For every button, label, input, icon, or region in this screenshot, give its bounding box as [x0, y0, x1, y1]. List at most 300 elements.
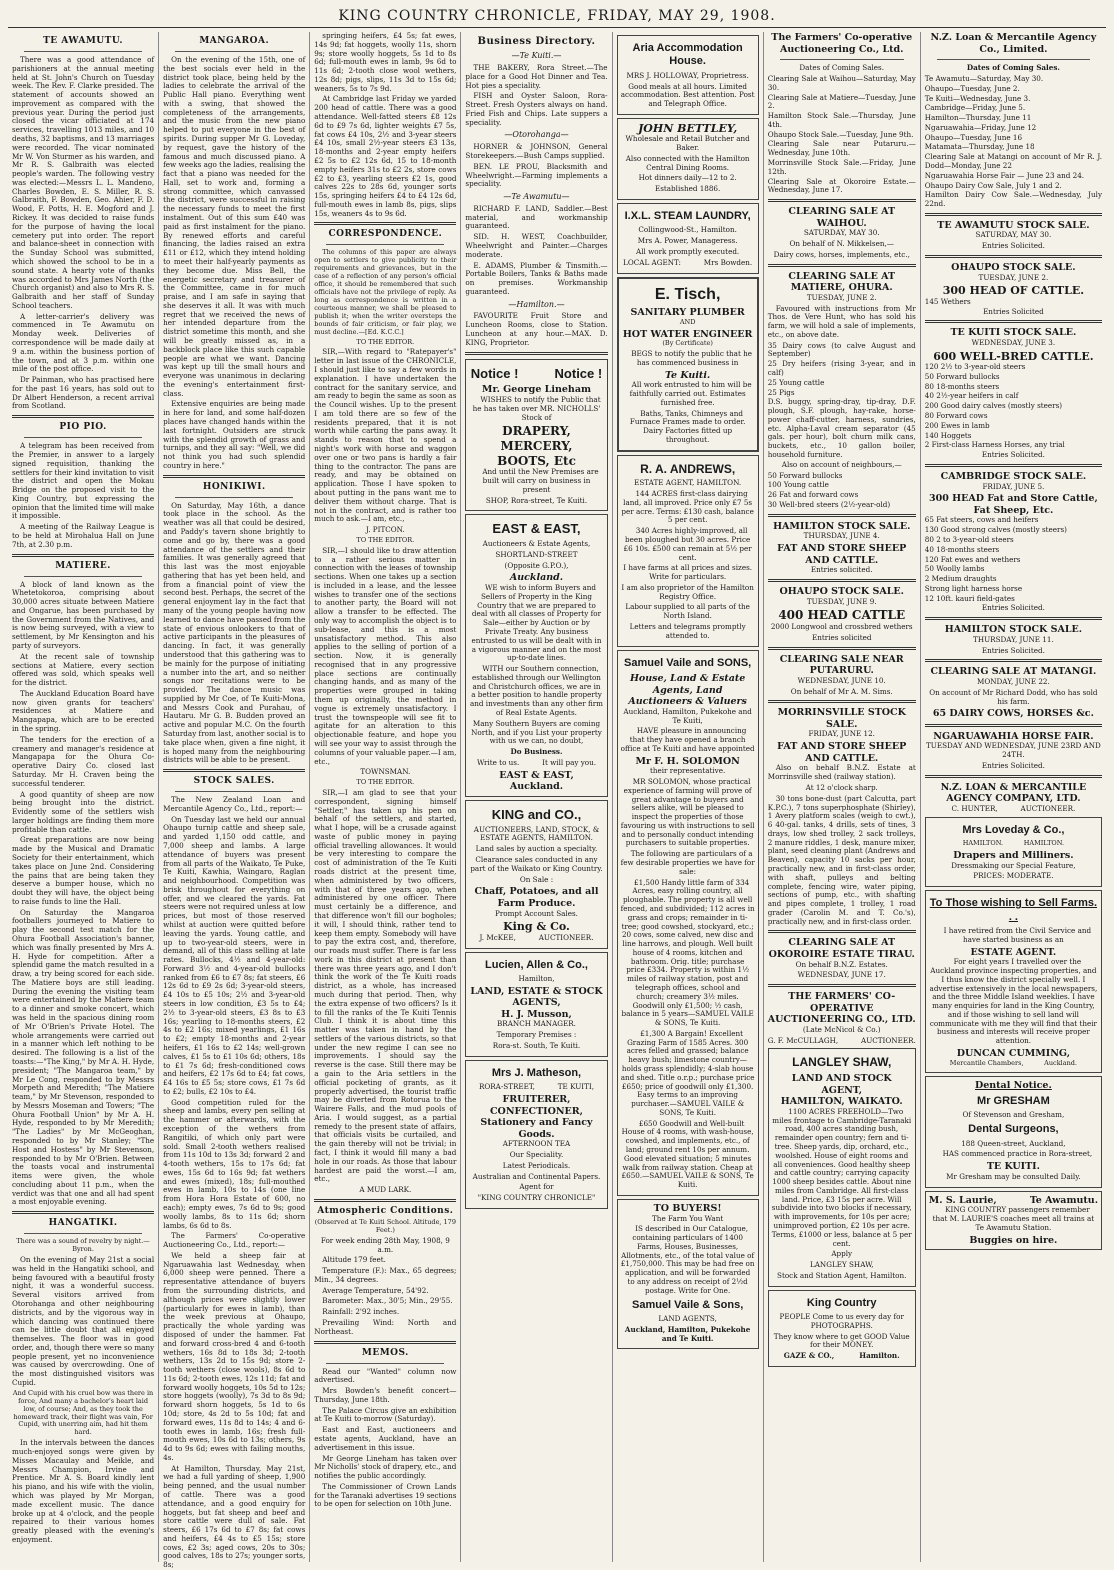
sale-item: 200 Good dairy calves (mostly steers)	[924, 401, 1063, 411]
lineham-advert	[465, 359, 607, 512]
ad-line: Stationery and Fancy Goods.	[480, 1117, 593, 1140]
memo-item: The Commissioner of Crown Lands for the Taranaki advertises 19 sections to be open for selection on 10th June.	[314, 1481, 457, 1509]
letter-signature: A MUD LARK.	[359, 1185, 412, 1195]
sale-item: 50 Woolly lambs	[924, 564, 985, 574]
weather-line: Altitude 179 feet.	[322, 1255, 386, 1265]
ad-text: IS described in Our Catalogue, containing particulars of 1400 Farms, Houses, Businesses, Allotments, etc., of the total value of £1,750,000. This may be had free on application, and will be forwarded to any address on receipt of 2½d postage. Write for One.	[620, 1224, 755, 1295]
ad-text: They know where to get GOOD Value for their MONEY.	[773, 1331, 910, 1350]
sale-date: Matamata—Thursday, June 18	[924, 142, 1035, 152]
ad-line: Chaff, Potatoes, and all Farm Produce.	[474, 886, 599, 909]
article-paragraph: On Saturday, May 16th, a dance took place in the school. As the weather was all that could be desired, and Paddy's tavern shone brightly to come and go by, there was a good attendance of the settlers and their families. It was generally agreed that this last was the most enjoyable gathering that has yet been held, and from a financial point of view the second best. Perhaps, the secret of the general enjoyment lay in the fact that many of the young people having now learned to dance have passed from the state of envious onlookers to that of active participants in the pleasures of dancing. In fact, it was generally understood that this gathering was to be mainly for the purpose of initiating a number into the art, and so neither songs nor recitations were to be provided. The dance music was supplied by Mr Coe, of Te Kuiti-Mona, and Messrs Cook and Purahau, of Hautaru. Mr G. B. Budden proved an active and popular M.C. On the fourth Saturday from last, another social is to take place when, given a fine night, it is hoped many from the neighbouring districts will be able to be present.	[163, 500, 306, 765]
ad-line: Mr GRESHAM	[977, 1095, 1050, 1108]
article-paragraph: A good quantity of sheep are now being brought into the district. Evidently some of the settlers wish larger holdings are finding them more profitable than cattle.	[12, 789, 155, 834]
ad-text: WITH our Southern connection, established through our Wellington and Christchurch offices, we are in a better position to handle property and investments than any other firm of Real Estate Agents.	[469, 664, 603, 717]
ad-line: FRUITERER, CONFECTIONER,	[490, 1093, 583, 1117]
sale-text: TUESDAY, JUNE 2.	[806, 292, 877, 302]
to-buyers-advert	[617, 1199, 759, 1349]
ad-text: £1,500 Handy little farm of 334 Acres, easy rolling country, all ploughable. The property is all well fenced, and subdivided; 112 acres in grass and crops; remainder in ti-tree; good cowshed, stockyard, etc.; 20 cows, some calved, new disc and line harrows, and plough. Well built house of 4 rooms, kitchen and bathroom. Orig. title; purchase price £334. Property is within 1½ miles of railway station, post and telegraph offices, school and church; creamery 3½ miles. Goodwill only £1,500; ½ cash, balance in 5 years—SAMUEL VAILE & SONS, Te Kuiti.	[620, 877, 755, 1028]
column-2	[159, 32, 310, 1570]
ad-text: SHORTLAND-STREET	[495, 549, 578, 559]
heading-mangaroa: MANGAROA.	[199, 36, 270, 46]
sale-date: Hamilton Stock Sale.—Thursday, June 4th.	[767, 111, 916, 129]
sale-title: TE KUITI STOCK SALE.	[950, 327, 1077, 339]
directory-entry: THE BAKERY, Rora Street.—The place for a Good Hot Dinner and Tea. Hot pies a speciality.	[465, 62, 608, 90]
article-paragraph: On Saturday the Mangaroa footballers journeyed to Matiere to play the second test match for the Ohura Football Association's banner, which was finally presented by Mrs A. H. Hyde for competition. After a splendid game the match resulted in a draw, a try being scored for each side. The Matiere boys are still leading. During the evening the visiting team were entertained by the Matiere team to a dinner and smoke concert, which was held in the spacious dining room of Mr O'Brien's Private Hotel. The whole arrangements were carried out in a manner which left nothing to be desired. The following is a list of the toasts:—"The King," by Mr A. H. Hyde, president; "The Mangaroa team," by Mr Le Cong, responded to by Messrs Morpeth and Meredith; "The Matiere team," by Mr Stevenson, responded to by Messrs Moseman and Towers; "The Ohura Football Union" by Mr A. H. Hyde, responded to by Mr Meredith; "The Ladies" by Mr McGeoghan, responded to by Mr Stanley; "The Host and Hostess" by Mr Stevenson, responded to by Mr O'Brien. Between the toasts vocal and instrumental items were given, the whole concluding about 11 p.m., when the verdict was that one and all had spent a most enjoyable evening.	[12, 907, 155, 1207]
ad-title: Mrs J. Matheson,	[491, 1066, 582, 1079]
sale-text: Entries solicited.	[810, 565, 873, 575]
sale-text: Also on behalf B.N.Z. Estate at Morrinsville shed (railway station).	[767, 763, 916, 782]
ad-text: (Opposite G.P.O.),	[504, 560, 569, 570]
weather-line: Temperature (F.): Max., 65 degrees; Min., 34 degrees.	[314, 1266, 457, 1284]
laurie-advert	[925, 1191, 1102, 1251]
column-1	[8, 32, 159, 1562]
sale-title: CLEARING SALE AT WAIHOU.	[788, 206, 896, 229]
sale-date: Clearing Sale at Matiere—Tuesday, June 2.	[767, 92, 916, 111]
ad-title: N.Z. Loan & Mercantile Agency Co., Limited.	[930, 32, 1097, 55]
ad-line: Samuel Vaile & Sons,	[631, 1298, 744, 1311]
sale-item: 145 Wethers	[924, 296, 971, 306]
ad-text: 340 Acres highly-improved, all been ploughed but 30 acres. Price £6 10s. £500 can remain at 5½ per cent.	[623, 526, 752, 562]
ad-text: Auckland, Hamilton, Pukekohe and Te Kuiti,	[623, 706, 752, 725]
ad-text: Letters and telegrams promptly attended to.	[629, 622, 746, 640]
ad-text: 1100 ACRES FREEHOLD—Two miles frontage to Cambridge-Taranaki road, 400 acres standing bush, remainder open country; fern and ti-tree. Sheep yards, dip, orchard, etc., woolshed. House of eight rooms and all conveniences. Good healthy sheep and cattle country; carrying capacity 1000 sheep besides cattle. About nine miles from Cambridge. All first-class land. Price, £3 15s per acre. Will subdivide into two blocks if necessary, with improvements, for 10s per acre; unimproved portion, £2 10s per acre. Terms, £1000 or less, balance at 5 per cent.	[771, 1106, 912, 1248]
ad-title: The Farmers' Co-operative Auctioneering Co., Ltd.	[771, 32, 913, 55]
directory-entry: E. ADAMS, Plumber & Tinsmith.—Portable Boilers, Tanks & Baths made on premises. Workmanship guaranteed.	[465, 260, 608, 296]
article-paragraph: The New Zealand Loan and Mercantile Agency Co., Ltd., report:—	[163, 795, 306, 813]
ad-title: JOHN BETTLEY,	[638, 121, 738, 135]
ad-title: KING and CO.,	[491, 806, 582, 822]
letter-heading: TO THE EDITOR.	[356, 337, 415, 346]
sale-title: NGARUAWAHIA HORSE FAIR.	[933, 730, 1094, 742]
east-east-advert	[465, 514, 607, 797]
sale-text: 2000 Longwool and crossbred wethers	[770, 622, 913, 631]
sale-text: TUESDAY AND WEDNESDAY, JUNE 23RD AND 24TH.	[926, 741, 1101, 760]
memo-item: Read our "Wanted" column now advertised.	[314, 1366, 457, 1385]
article-paragraph: The tenders for the erection of a creamery and manager's residence at Mangapapa for the Ohura Co-operative Dairy Co. closed last Saturday. Mr H. Craven being the successful tenderer.	[12, 734, 155, 788]
sale-line: 300 HEAD OF CATTLE.	[942, 284, 1085, 298]
ad-text: (By Certificate)	[662, 339, 713, 348]
ad-text: Land sales by auction a specialty.	[475, 844, 598, 854]
sale-line: FAT AND STORE SHEEP AND CATTLE.	[777, 741, 907, 764]
ad-title: Lucien, Allen & Co.,	[485, 958, 588, 971]
ad-text: Many Southern Buyers are coming North, and if you List your property with us we can, no doubt,	[471, 718, 602, 746]
ad-text: Clearance sales conducted in any part of the Waikato or King Country.	[470, 855, 603, 873]
weather-observed: (Observed at Te Kuiti School. Altitude, 179 Feet.)	[314, 1217, 456, 1234]
sale-item: 35 Dairy cows (to calve August and September)	[767, 340, 916, 359]
sale-text: C. HUNTER, AUCTIONEER.	[951, 803, 1076, 813]
directory-entry: FISH and Oyster Saloon, Rora-Street. Fresh Oysters always on hand. Fried Fish and Chips. Late suppers a speciality.	[465, 91, 608, 127]
sale-title: HAMILTON STOCK SALE.	[773, 520, 911, 532]
sale-title: CLEARING SALE AT MATIERE, OHURA.	[788, 270, 896, 294]
directory-entry: SID. H. WEST, Coachbuilder, Wheelwright and Painter.—Charges moderate.	[465, 232, 608, 259]
sale-item: 30 Well-bred steers (2½-year-old)	[767, 499, 891, 509]
ad-text: Labour supplied to all parts of the North Island.	[625, 602, 750, 621]
sale-date: Morrinsville Stock Sale.—Friday, June 12th.	[767, 157, 916, 176]
ad-line: Dental Surgeons,	[968, 1123, 1059, 1136]
ad-title: King Country	[806, 1296, 877, 1309]
column-5	[613, 32, 764, 1562]
sale-text: Entries Solicited.	[981, 603, 1045, 613]
sale-text: Dairy cows, horses, implements, etc.,	[773, 249, 910, 259]
heading-business-directory: Business Directory.	[477, 36, 596, 47]
article-paragraph: A meeting of the Railway League is to be held at Mirohalua Hall on June 7th, at 2.30 p.m.	[12, 522, 155, 549]
king-co-advert	[465, 800, 607, 949]
ad-text: LAND AGENTS,	[658, 1313, 717, 1323]
article-paragraph: In the intervals between the dances much-enjoyed songs were given by Misses Macaulay and Meikle, and Messrs Champion, Irvine and Prentice. Mr A. S. Board kindly lent his piano, and his wife with the violin, which was played by Mr Morgan, made excellent music. The dance broke up at 4 o'clock, and the people repaired to their various homes greatly pleased with the evening's enjoyment.	[12, 1438, 155, 1544]
heading-atmospheric: Atmospheric Conditions.	[317, 1205, 454, 1216]
tisch-advert	[617, 277, 759, 452]
ad-text: PRICES: MODERATE.	[973, 871, 1054, 881]
sale-text: TUESDAY, JUNE 2.	[978, 272, 1049, 282]
ad-title: TO BUYERS!	[653, 1202, 722, 1214]
ad-title: Aria Accommodation House.	[632, 42, 743, 68]
ad-text: PEOPLE Come to us every day for PHOTOGRAPHS.	[779, 1312, 904, 1330]
column-4	[461, 32, 612, 1562]
ad-text: LANGLEY SHAW,	[809, 1260, 874, 1270]
ad-text: BRANCH MANAGER.	[497, 1019, 576, 1029]
sale-line: 300 HEAD Fat and Store Cattle, Fat Sheep, Etc.	[929, 493, 1098, 516]
sale-item: 40 2½-year heifers in calf	[924, 391, 1019, 401]
directory-entry: FAVOURITE Fruit Store and Luncheon Rooms, close to Station. Luncheon at any hour.—MAX. D. KING, Proprietor.	[465, 311, 608, 347]
column-6	[764, 32, 921, 1562]
article-quote: There was a sound of revelry by night.—Byron.	[16, 1237, 150, 1254]
sale-text: Entries Solicited.	[981, 450, 1045, 460]
ad-line: LAND AND STOCK AGENT,	[791, 1073, 892, 1096]
ad-text: MR SOLOMON, whose practical experience of farming will prove of great advantage to buyers and sellers alike, will be pleased to inspect the properties of those favouring us with instructions to sell and to personally conduct intending purchasers to suitable properties.	[620, 777, 755, 848]
ad-text: AFTERNOON TEA	[502, 1139, 571, 1149]
heading-pio-pio: PIO PIO.	[59, 422, 107, 433]
ad-title: EAST & EAST,	[492, 521, 581, 537]
ad-text: Mr Gresham may be consulted Daily.	[946, 1171, 1081, 1181]
sale-text: FRIDAY, JUNE 5.	[982, 481, 1045, 491]
ad-text: I am also proprietor of the Hamilton Registry Office.	[621, 582, 754, 601]
ad-title: Dental Notice.	[974, 1080, 1052, 1092]
ad-text: For eight years I travelled over the Auckland province inspecting properties, and I thus know the district specially well. I advertise extensively in the local newspapers, and the three Middle Island weeklies. I have many enquiries for land in the King Country, and if those wishing to sell land will communicate with me they will find that their business and interests will receive proper attention.	[929, 957, 1098, 1046]
ad-line: Drapers and Milliners.	[953, 850, 1074, 862]
article-paragraph: A telegram has been received from the Premier, in answer to a largely signed requisition, thanking the settlers for their kind invitation to visit the district and open the Mokau Bridge on the proposed visit to the King Country, but expressing the opinion that the limited time will make it impossible.	[12, 441, 155, 521]
memo-item: East and East, auctioneers and estate agents, Auckland, have an advertisement in this issue.	[314, 1425, 457, 1452]
article-paragraph: Dr Painman, who has practised here for the past 16 years, has sold out to Dr Albert Henderson, a recent arrival from Scotland.	[12, 375, 155, 411]
article-paragraph: springing heifers, £4 5s; fat ewes, 14s 9d; fat hoggets, woolly 11s, shorn 9s; store woolly hoggets, 5s 1d to 8s 6d; full-mouth ewes in lamb, 9s 6d to 11s 6d; 2-tooth close wool wethers, 12s 8d; pigs, slips, 11s 3d to 15s 6d; weaners, 5s to 7s 9d.	[314, 31, 457, 93]
ad-title: E. Tisch,	[654, 285, 721, 303]
sale-title: THE FARMERS' CO-OPERATIVE AUCTIONEERING CO., LTD.	[767, 991, 916, 1026]
sale-date: Hamilton Dairy Cow Sale.—Wednesday, July 22nd.	[924, 190, 1103, 209]
ad-line: DUNCAN CUMMING,	[956, 1047, 1070, 1059]
ad-text: Latest Periodicals.	[502, 1160, 571, 1170]
article-paragraph: At the recent sale of township sections at Matiere, every section offered was sold, which speaks well for the district.	[12, 651, 155, 688]
sale-title: OHAUPO STOCK SALE.	[951, 262, 1076, 274]
ad-text: Dates of Coming Sales.	[966, 63, 1060, 73]
ad-text: WE wish to inform Buyers and Sellers of Property in the King Country that we are prepared to deal with all classes of Property for Sale—either by Auction or by Private Treaty. Any business entrusted to us will be dealt with in a vigorous manner and on the most up-to-date lines.	[471, 583, 602, 663]
heading-correspondence: CORRESPONDENCE.	[328, 229, 443, 240]
article-paragraph: A block of land known as the Whetetokoroa, comprising about 30,000 acres situate between Matiere and Ongarue, has been purchased by the Government from the Natives, and is now being surveyed, with a view to settlement, by Mr Kensington and his party of surveyors.	[12, 579, 155, 650]
ad-text: Baths, Tanks, Chimneys and Furnace Frames made to order. Dairy Factories fitted up throughout.	[629, 408, 746, 444]
ad-text: KING COUNTRY passengers remember that M. LAURIE'S coaches meet all trains at Te Awamutu Station.	[932, 1205, 1095, 1232]
ad-text: their representative.	[649, 766, 726, 776]
memo-item: Mr George Lineham has taken over Mr Nicholls' stock of drapery, etc., and notifies the public accordingly.	[314, 1453, 457, 1481]
sale-item: 130 Good strong calves (mostly steers)	[924, 525, 1067, 535]
sale-date: Ngaruawahia—Friday, June 12	[924, 122, 1037, 132]
sale-date: Te Awamutu—Saturday, May 30.	[924, 73, 1044, 83]
ad-text: The following are particulars of a few desirable properties we have for sale:	[620, 849, 755, 876]
sale-title: OHAUPO STOCK SALE.	[779, 586, 904, 598]
sale-item: 12 10ft. kauri field-gates	[924, 593, 1015, 603]
sale-item: 40 18-months steers	[924, 544, 1000, 554]
sale-date: Cambridge—Friday, June 5.	[924, 103, 1026, 113]
aria-advert	[617, 35, 759, 115]
loveday-advert	[925, 817, 1102, 887]
gresham-advert	[925, 1076, 1102, 1187]
ad-text: Established 1886.	[654, 184, 721, 194]
sale-date: Ohaupo Stock Sale.—Tuesday, June 9th.	[767, 129, 914, 139]
ad-text: Do Business.	[510, 747, 563, 757]
sale-date: Clearing Sale at Okoroire Estate.—Wednesday, June 17.	[767, 176, 916, 195]
sale-text: At 12 o'clock sharp.	[805, 782, 878, 792]
ad-text: "KING COUNTRY CHRONICLE"	[477, 1193, 596, 1203]
weather-line: Barometer: Max., 30'5; Min., 29'55.	[322, 1296, 453, 1306]
sale-item: 100 Young cattle	[767, 480, 829, 490]
letter-heading: TO THE EDITOR.	[356, 778, 415, 787]
ad-subtitle: Mr. George Lineham	[481, 384, 592, 396]
sale-item: 2 First-class Harness Horses, any trial	[924, 440, 1065, 450]
gaze-advert	[768, 1290, 916, 1367]
article-verse: And Cupid with his cruel bow was there in force, And many a bachelor's heart laid low, of course; And, as they took the homeward track, their flight was vain, For Cupid, with unerring aim, had hit them hard.	[12, 1388, 154, 1437]
ad-line: H. J. Musson,	[501, 1008, 572, 1020]
article-paragraph: Good competition ruled for the sheep and lambs, every pen selling at the hammer or afterwards, with the exception of the wethers from Rangitiki, of which only part were sold. Small 2-tooth wethers realised from 11s 10d to 13s 3d; forward 2 and 4-tooth wethers, 15s to 17s 6d; fat ewes, 15s 6d to 16s 9d; fat wethers and ewes (mixed), 18s; full-mouthed ewes in lamb, 10s to 14s (one line from Hora Hora Estate of 600, no each); empty ewes, 7s 6d to 9s; good woolly lambs, 8s to 11s 6d; shorn lambs, 6s 6d to 8s.	[163, 1097, 306, 1230]
directory-entry: HORNER & JOHNSON, General Storekeepers.—Bush Camps supplied.	[465, 142, 608, 160]
ad-title: Mrs Loveday & Co.,	[962, 823, 1065, 836]
ad-line: HOT WATER ENGINEER	[622, 328, 753, 340]
sale-title: N.Z. LOAN & MERCANTILE AGENCY COMPANY, LTD.	[940, 781, 1087, 805]
ad-line: EAST & EAST,	[499, 769, 574, 781]
ad-text: BEGS to notify the public that he has commenced business in	[631, 349, 753, 367]
letter-signature: J. PITCON.	[365, 525, 405, 535]
ad-line: House, Land & Estate Agents, Land Auctioneers & Valuers	[628, 673, 747, 708]
sale-title: CLEARING SALE NEAR PUTARURU.	[779, 653, 904, 677]
matheson-advert	[465, 1060, 607, 1209]
ad-text: The Farm You Want	[652, 1213, 724, 1223]
sale-text: SATURDAY, MAY 30.	[975, 230, 1052, 240]
sale-date: Hamilton—Thursday, June 11	[924, 113, 1032, 123]
ad-text: 144 ACRES first-class dairying land, all improved. Price only £7 5s per acre. Terms: £130 cash, balance 5 per cent.	[621, 489, 754, 525]
ad-title: R. A. ANDREWS,	[640, 461, 736, 476]
sale-text: 30 tons bone-dust (part Calcutta, part K.P.C.), 7 tons superphosphate (Shirley), 1 Avery platform scales (weigh to cwt.), 6 40-gal. tanks, 4 drills, sets of tines, 3 drays, low shed trolley, 2 sack trolleys, 2 manure riddles, 1 desk, manure mixer, plant, seed cleaning plant (Andrews and Beaven), capacity 10 sacks per hour, practically new, and in first-class order, with shaft, pulleys and belting complete, fencing wire, water piping, sections of pump, etc., with shafting and pipes complete, 1 trolley, 1 road grader (Carolin M. and T. Co.'s), practically new, and in first-class order.	[767, 793, 916, 926]
article-paragraph: There was a good attendance of parishioners at the annual meeting held at St. John's Church on Tuesday week. The Rev. F. Clarke presided. The statement of accounts showed an improvement as compared with the previous year. During the period just closed the vicar officiated at 174 services, travelling 1013 miles, and 10 deaths, 32 baptisms, and 13 marriages were recorded. The vicar nominated Mr W. Von Sturmer as his warden, and Mr R. S. Galbraith was elected people's warden. The following vestry was elected:—Messrs L. L. Mandeno, Charles Bowden, E. S. Miller, R. S. Galbraith, F. Bowden, Geo. Ahier, F. D. Wood, F. Potts, H. E. Mogford and J. Rickey. It was decided to raise funds for the purpose of having the local cemetery put into order. The report and balance-sheet in connection with the Sunday School was submitted, which showed the school to be in a sound state. A hearty vote of thanks was accorded to Mrs James North (the Church organist) and also to Mrs R. S. Galbraith and her staff of Sunday School teachers.	[12, 54, 155, 310]
ad-text: Rora-st. South, Te Kuiti.	[492, 1041, 581, 1050]
article-paragraph: Great preparations are now being made by the Musical and Dramatic Society for their entertainment, which takes place on June 2nd. Considering the pains that are being taken they deserve a bumper house, which no doubt they will have, the object being to raise funds to line the Hall.	[12, 835, 155, 906]
article-paragraph: On the evening of May 21st a social was held in the Hangatiki school, and being favoured with a beautiful frosty night, it was a wonderful success. Several visitors arrived from Otorohanga and other neighbouring districts, and by the vigorous way in which dancing was continued there can be little doubt that all enjoyed themselves. The floor was in good order, and, though there were so many people present, yet no inconvenience was caused by overcrowding. One of the most distinguished visitors was Cupid.	[12, 1255, 155, 1387]
ad-text: Auctioneers & Estate Agents,	[482, 539, 591, 549]
directory-entry: RICHARD F. LAND, Saddler.—Best material, and workmanship guaranteed.	[465, 203, 608, 231]
ad-text: Mercantile Chambers, Auckland.	[949, 1058, 1077, 1067]
ad-text: LOCAL AGENT: Mrs Bowden.	[623, 257, 753, 267]
ad-text: Agent for	[519, 1182, 554, 1192]
column-7	[921, 32, 1106, 1562]
letter-body: SIR,—I am glad to see that your correspondent, signing himself "Settler," has taken up his pen on behalf of the settlers, and started, what I hope, will be a crusade against waste of public money in paying official travelling allowances. It would be very interesting to compare the cost of administration of the Te Kuiti roads district at the present time, when administered by two officers, with that of three years ago, when administered by one officer. There must certainly be a difference, and that difference won't fill our bogholes; it will, I should think, rather tend to keep them empty. Somebody will have to pay the extra cost, and, therefore, our roads must suffer. There is far less work in this district at present than there was three years ago, and I don't think the work of the Te Kuiti roads district, as a whole, has increased much during that period. Then, why the extra expense of two officers? Is it to fill the ranks of the Te Kuiti Tennis Club. I think it is about time this matter was taken in hand by the settlers of the various districts, so that under the new regime I can see no improvements. I should say the reverse is the case. Still there may be a gain to the Aria settlers in the official pocketing of grants, as it properly advertised, the tourist traffic may be diverted from Rotorua to the Wairere Falls, and the mud pools of Aria. I would suggest, as a partial remedy to the present state of affairs, that officials visits be curtailed, and the gain thereby will not be trivial; in fact, I think it would fill many a bad hole in our roads. As those that labour hardest are paid the worst.—I am, etc.,	[314, 788, 457, 1184]
heading-matiere: MATIERE.	[55, 560, 111, 571]
sale-item: 200 Ewes in lamb	[924, 420, 990, 430]
ad-title: M. S. Laurie, Te Awamutu.	[928, 1194, 1099, 1206]
heading-memos: MEMOS.	[361, 1347, 409, 1358]
ad-text: WISHES to notify the Public that he has taken over MR. NICHOLLS' Stock of	[472, 394, 601, 422]
memo-item: Mrs Bowden's benefit concert—Thursday, June 18th.	[314, 1386, 457, 1404]
ad-text: MRS J. HOLLOWAY, Proprietress.	[626, 70, 749, 80]
sale-item: 120 2½ to 3-year-old steers	[924, 362, 1026, 372]
editor-note: The columns of this paper are always open to settlers to give publicity to their requirements and grievances, but in the case of a reflection of any person's official office, it should be remembered that such officials have not the privilege of reply. As long as correspondence is written in a courteous manner, we shall be pleased to publish it; when the writer oversteps the bounds of fair criticism, or fair play, we must decline.—[Ed. K.C.C.]	[314, 248, 457, 336]
sale-text: Entries Solicited	[983, 306, 1044, 316]
ad-text: HAMILTON. HAMILTON.	[962, 839, 1065, 848]
ad-line: LAND, ESTATE & STOCK AGENTS,	[470, 985, 603, 1009]
article-paragraph: On Tuesday last we held our annual Ohaupo turnip cattle and sheep sale, and yarded 1,150 odd cattle, and 7,000 sheep and lambs. A large attendance of buyers was present from all parts of the Waikato, Te Puke, Te Kuiti, Kawhia, Waingaro, Raglan and neighbourhood. Competition was brisk throughout for everything on offer, and we cleared the yards. Fat steers were not required unless at low prices, but most of those reserved whilst at auction were quitted before leaving the yards. Young cattle, and up to two-year-old steers, were in demand, all of this class selling at late rates. Bullocks, 4½ and 4-year-old: Forward 3½ and 4-year-old bullocks ranked from £6 to £7 8s; fat steers, £6 12s 6d to £9 2s 6d; 3-year-old steers, £4 10s to £5 10s; 2½ and 3-year-old steers in low condition, £3 5s to £4; 2½ to 3-year-old steers, £3 8s to £3 16s; yearling to 18-months steers, £2 4s to £2 16s; mixed yearlings, £1 16s to £2; empty 18-months and 2-year heifers, £1 16s to £2 14s; well-grown calves, £1 5s to £1 10s 6d; others, 18s to £1 7s 6d; fresh-conditioned cows and heifers, £2 17s 6d to £4; fat cows, £4 16s to £5 5s; store cows, £1 7s 6d to £2; bulls, £2 10s to £4.	[163, 814, 306, 1096]
article-paragraph: We held a sheep fair at Ngaruawahia last Wednesday, when 6,000 sheep were penned. There a representative attendance of buyers from the surrounding districts, and although prices were slightly lower (particularly for ewes in lamb), than the week previous at Ohaupo, practically the whole yarding was disposed of under the hammer. Fat and forward cross-bred 4 and 6-tooth wethers, 16s 8d to 18s 3d; 2-tooth wethers, 13s 2d to 15s 9d; store 2-tooth wethers (close wools), 8s 6d to 11s 6d; 2-tooth ewes, 12s 11d; fat and forward woolly hoggets, 10s 5d to 12s; store hoggets (woolly), 7s 3d to 8s 9d; forward shorn hoggets, 5s 1d to 6s 10d; store, 4s 2d to 5s 10d; fat and forward ewes, 11s 8d to 14s; 4 and 6-tooth ewes in lamb, 16s; fresh full-mouth ewes, 10s 6d to 13s; others, 9s 4d to 9s 6d; ewes with failing mouths, 4s.	[163, 1250, 306, 1462]
ad-text: Auckland, Hamilton, Pukekohe and Te Kuiti.	[624, 1324, 751, 1343]
ad-line: TE KUITI.	[986, 1161, 1040, 1173]
vaile-advert	[617, 650, 759, 1196]
ixl-advert	[617, 203, 759, 274]
andrews-advert	[617, 455, 759, 647]
ad-text: Hamilton,	[518, 973, 555, 983]
article-paragraph: The Auckland Education Board have now given grants for teachers' residences at Matiere and Mangapapa, which are to be erected in the spring.	[12, 688, 155, 734]
sale-text: Also on account of neighbours,—	[781, 459, 902, 469]
sale-title: HAMILTON STOCK SALE.	[944, 624, 1083, 636]
directory-entry: BEN. LE PROU, Blacksmith and Wheelwright.—Farming implements a speciality.	[465, 161, 608, 189]
sale-date: Te Kuiti—Wednesday, June 3.	[924, 93, 1031, 103]
sale-text: On behalf of Mr A. M. Sims.	[790, 686, 893, 696]
ad-line: ESTATE AGENT.	[970, 946, 1057, 958]
ad-text: J. McKEE, AUCTIONEER.	[479, 932, 594, 942]
ad-text: I have farms at all prices and sizes. Write for particulars.	[623, 563, 753, 582]
ad-text: And until the New Premises are built will carry on business in present	[482, 467, 599, 494]
ad-text: All work promptly executed.	[636, 247, 740, 256]
sale-item: 140 Hoggets	[924, 430, 972, 440]
ad-title: I.X.L. STEAM LAUNDRY,	[624, 210, 751, 223]
sale-item: 80 Forward cows	[924, 411, 988, 421]
sale-date: Ngaruawahia Horse Fair — June 23 and 24.	[924, 170, 1085, 180]
article-paragraph: At Cambridge last Friday we yarded 200 head of cattle. There was a good attendance. Well-fatted steers £8 12s 6d to £9 7s 6d, lighter weights £7 5s, fat cows £4 10s, 2½ and 3-year steers £4 10s, small 2½-year steers £3 13s, 18-months and 2-year empty heifers £2 5s to £2 12s 6d, 15 to 18-month empty heifers 31s to £2 2s, store cows £2 to £3, yearling steers £2 1s, good calves 22s to 28s 6d, younger sorts 15s, springing heifers £4 to £4 12s 6d, full-mouth ewes in lamb 8s, pigs, slips 15s, weaners 4s to 9s 6d.	[314, 94, 457, 218]
ad-text: GAZE & CO., Hamilton.	[783, 1351, 900, 1361]
sale-date: Ohaupo—Tuesday, June 16	[924, 132, 1023, 142]
sale-text: WEDNESDAY, JUNE 3.	[971, 337, 1056, 347]
sale-text: THURSDAY, JUNE 11.	[973, 634, 1054, 644]
directory-section: —Otorohanga—	[504, 130, 569, 140]
weather-line: Rainfall: 2'92 inches.	[322, 1307, 400, 1317]
ad-text: Good meals at all hours. Limited accommodation. Best attention. Post and Telegraph Office.	[620, 81, 755, 109]
ad-text: Of Stevenson and Gresham,	[962, 1110, 1065, 1120]
ad-line: DRAPERY,	[502, 424, 571, 439]
sale-text: Entries Solicited.	[981, 241, 1045, 251]
ad-text: Wholesale and Retail Butcher and Baker.	[625, 134, 750, 153]
sale-text: (Late McNicol & Co.)	[802, 1024, 881, 1034]
column-3	[310, 32, 461, 1562]
letter-body: SIR,—I should like to draw attention to a rather serious matter in connection with the leases of township sections. When one takes up a section is included in a lease, and the lessee wishes to transfer one of the sections to another party, the Board will not allow a transfer to be effected. The only way to accomplish the object is to sub-lease, and this is a most unsatisfactory method. This also applies to the selling of portion of a section. Now, it is generally recognised that in any progressive place sections are continually changing hands, and as many of the properties were grouped in taking them up originally, the method in vogue is extremely unsatisfactory. I trust the townspeople will see fit to agitate for an alteration to this objectionable feature, and hope you will see your way to assist through the columns of your valuable paper.—I am, etc.,	[314, 545, 457, 766]
weather-week: For week ending 28th May, 1908, 9 a.m.	[320, 1235, 450, 1254]
heading-te-awamutu: TE AWAMUTU.	[43, 36, 124, 46]
sale-item: 2 Medium draughts	[924, 574, 997, 584]
letter-signature: TOWNSMAN.	[360, 767, 411, 777]
heading-hangatiki: HANGATIKI.	[48, 1218, 118, 1229]
ad-text: AND	[679, 317, 696, 326]
masthead-title: KING COUNTRY CHRONICLE, FRIDAY, MAY 29, 1908.	[338, 8, 776, 24]
ad-line: Buggies on hire.	[969, 1234, 1058, 1246]
ad-text: ESTATE AGENT, HAMILTON.	[634, 478, 742, 488]
lucien-allen-advert	[465, 952, 607, 1057]
article-paragraph: On the evening of the 15th, one of the best socials ever held in the district took place, being held by the ladies to celebrate the arrival of the Public Hall piano. Everything went with a swing, that showed the completeness of the arrangements, and the music from the new piano helped to put everyone in the best of spirits. During supper Mr G. Loveday, by request, gave the history of the famous and much discussed piano. A few weeks ago the ladies, realising the fact that a piano was needed for the Hall, set to work and, forming a strong committee, which canvassed the district, were successful in raising the necessary funds to meet the first instalment. Out of this sum £40 was paid as first instalment for the piano. By renewed efforts and careful financing, the ladies raised an extra £11 or £12, which they intend holding to meet their half-yearly payments as they become due. Miss Bell, the energetic secretary and treasurer of the Committee, came in for much praise, and I am safe in saying that she deserves it all. It was with much regret that we received the news of her intended departure from the district sometime this month, and she will be greatly missed as, in a backblock place like this such capable people are what we want. Dancing was kept up till the small hours and everyone was unanimous in declaring the evening's entertainment first-class.	[163, 54, 306, 398]
ad-line: MERCERY,	[500, 438, 573, 453]
ad-text: SHOP, Rora-street, Te Kuiti.	[485, 495, 588, 505]
ad-title: To Those wishing to Sell Farms. . .	[929, 897, 1098, 923]
sale-item: 65 Fat steers, cows and heifers	[924, 515, 1039, 525]
sale-text: SATURDAY, MAY 30.	[803, 228, 880, 238]
ad-text: HAS commenced practice in Rora-street,	[942, 1149, 1093, 1159]
sale-item: D.S. buggy, spring-dray, tip-dray, D.F. plough, S.F. plough, hay-rake, horse-power chaff-cutter, harness, sundries, etc. Alpha-Laval cream separator (45 gals. per hour), bolt churn milk cans, buckets, etc., 10 gallon boiler, household furniture.	[767, 397, 916, 460]
columns	[8, 31, 1106, 1570]
ad-line: SANITARY PLUMBER	[630, 307, 745, 319]
ad-text: Dressmaking our Special Feature,	[951, 860, 1076, 870]
sale-line: FAT AND STORE SHEEP AND CATTLE.	[777, 543, 907, 566]
sale-text: On account of Mr Richard Dodd, who has sold his farm.	[929, 687, 1098, 706]
ad-text: Collingwood-St., Hamilton.	[638, 225, 737, 235]
directory-section: —Hamilton.—	[508, 299, 565, 309]
sale-text: Favoured with instructions from Mr Thos. de Vere Hunt, who has sold his farm, we will hold a sale of implements, etc., on above date.	[767, 303, 916, 339]
ad-text: Our Speciality.	[509, 1150, 564, 1160]
ad-title: LANGLEY SHAW,	[792, 1055, 892, 1070]
sale-item: 25 Dry heifers (rising 3-year, and in calf)	[767, 359, 916, 377]
sale-date: Clearing Sale at Waihou—Saturday, May 30.	[767, 73, 916, 92]
sale-item: 80 18-months steers	[924, 381, 1000, 391]
weather-line: Prevailing Wind: North and Northeast.	[314, 1318, 457, 1336]
masthead	[8, 6, 1106, 28]
langley-shaw-advert	[768, 1048, 916, 1286]
sale-item: 50 Forward bullocks	[767, 470, 843, 480]
weather-line: Average Temperature, 54'92.	[322, 1285, 429, 1295]
sale-date: Ohaupo—Tuesday, June 2.	[924, 83, 1020, 93]
sale-item: 26 Fat and forward cows	[767, 490, 859, 500]
ad-text: Dates of Coming Sales.	[799, 63, 885, 73]
sale-text: Entries solicited	[812, 632, 872, 642]
directory-section: —Te Kuiti.—	[511, 51, 562, 61]
heading-honikiwi: HONIKIWI.	[202, 481, 266, 492]
ad-text: 188 Queen-street, Auckland,	[961, 1138, 1066, 1148]
sale-date: Clearing Sale at Matangi on account of Mr R. J. Dodd—Monday, June 22	[924, 152, 1103, 170]
ad-text: HAVE pleasure in announcing that they have opened a branch office at Te Kuiti and have appointed	[620, 726, 755, 753]
sale-line: 400 HEAD CATTLE	[778, 608, 906, 623]
ad-line: BOOTS, Etc	[497, 453, 576, 468]
heading-stock-sales: STOCK SALES.	[193, 776, 275, 787]
ad-text: Also connected with the Hamilton Central Dining Rooms.	[625, 153, 750, 172]
ad-text: Hot dinners daily—12 to 2.	[638, 173, 737, 183]
sale-text: MONDAY, JUNE 22.	[977, 676, 1050, 686]
sale-text: WEDNESDAY, JUNE 10.	[797, 675, 886, 685]
sale-text: Entries Solicited.	[981, 645, 1045, 655]
ad-text: Prompt Account Sales.	[495, 908, 578, 918]
sale-title: MORRINSVILLE STOCK SALE.	[777, 707, 906, 730]
sale-item: Strong light harness horse	[924, 583, 1023, 593]
ad-title: Samuel Vaile and SONS,	[624, 656, 752, 669]
letter-body: SIR,—With regard to "Ratepayer's" letter in last issue of the CHRONICLE, I should just like to say a few words in explanation. I have undertaken the contract for the sanitary service, and am ready to begin the same as soon as the Council wishes. Up to the present I am told there are so few of the residents prepared, that it is not worth while carting the pans away. It stands to reason that to spend a night's work with horse and waggon over one or two pans is hardly a fair thing to the contractor. The pans are ready, and may be obtained on application. Those I have spoken to about putting in the pans want me to deliver them without charge. That is not in the contract, and is rather too much to ask.—I am, etc.,	[314, 347, 457, 524]
sale-item: 80 2 to 3-year-old steers	[924, 535, 1014, 544]
article-paragraph: A letter-carrier's delivery was commenced in Te Awamutu on Monday week. Deliveries of correspondence will be made daily at 9 a.m. within the business portion of the town, and at 3 p.m. within one mile of the post office.	[12, 311, 155, 374]
sale-text: TUESDAY, JUNE 9.	[806, 596, 877, 606]
ad-text: Stock and Station Agent, Hamilton.	[777, 1270, 907, 1280]
ad-text: AUCTIONEERS, LAND, STOCK, & ESTATE AGENTS, HAMILTON.	[473, 824, 600, 843]
ad-text: £1,300 A Bargain! Excellent Grazing Farm of 1585 Acres. 300 acres felled and grassed; balance heavy bush; limestone country—holds grass splendidly; 4-slab house and shed. Title o.r.p.; purchase price £650; price of goodwill only £1,300. Easy terms to an improving purchaser.—SAMUEL VAILE & SONS, Te Kuiti.	[620, 1028, 755, 1117]
directory-section: —Te Awamutu—	[503, 192, 570, 202]
sale-text: On behalf of N. Mikkelsen,—	[789, 239, 894, 249]
ad-text: Mrs A. Power, Manageress.	[637, 236, 738, 246]
letter-heading: TO THE EDITOR.	[356, 535, 415, 544]
bettley-advert	[617, 118, 759, 200]
sale-item: 25 Young cattle	[767, 377, 825, 387]
